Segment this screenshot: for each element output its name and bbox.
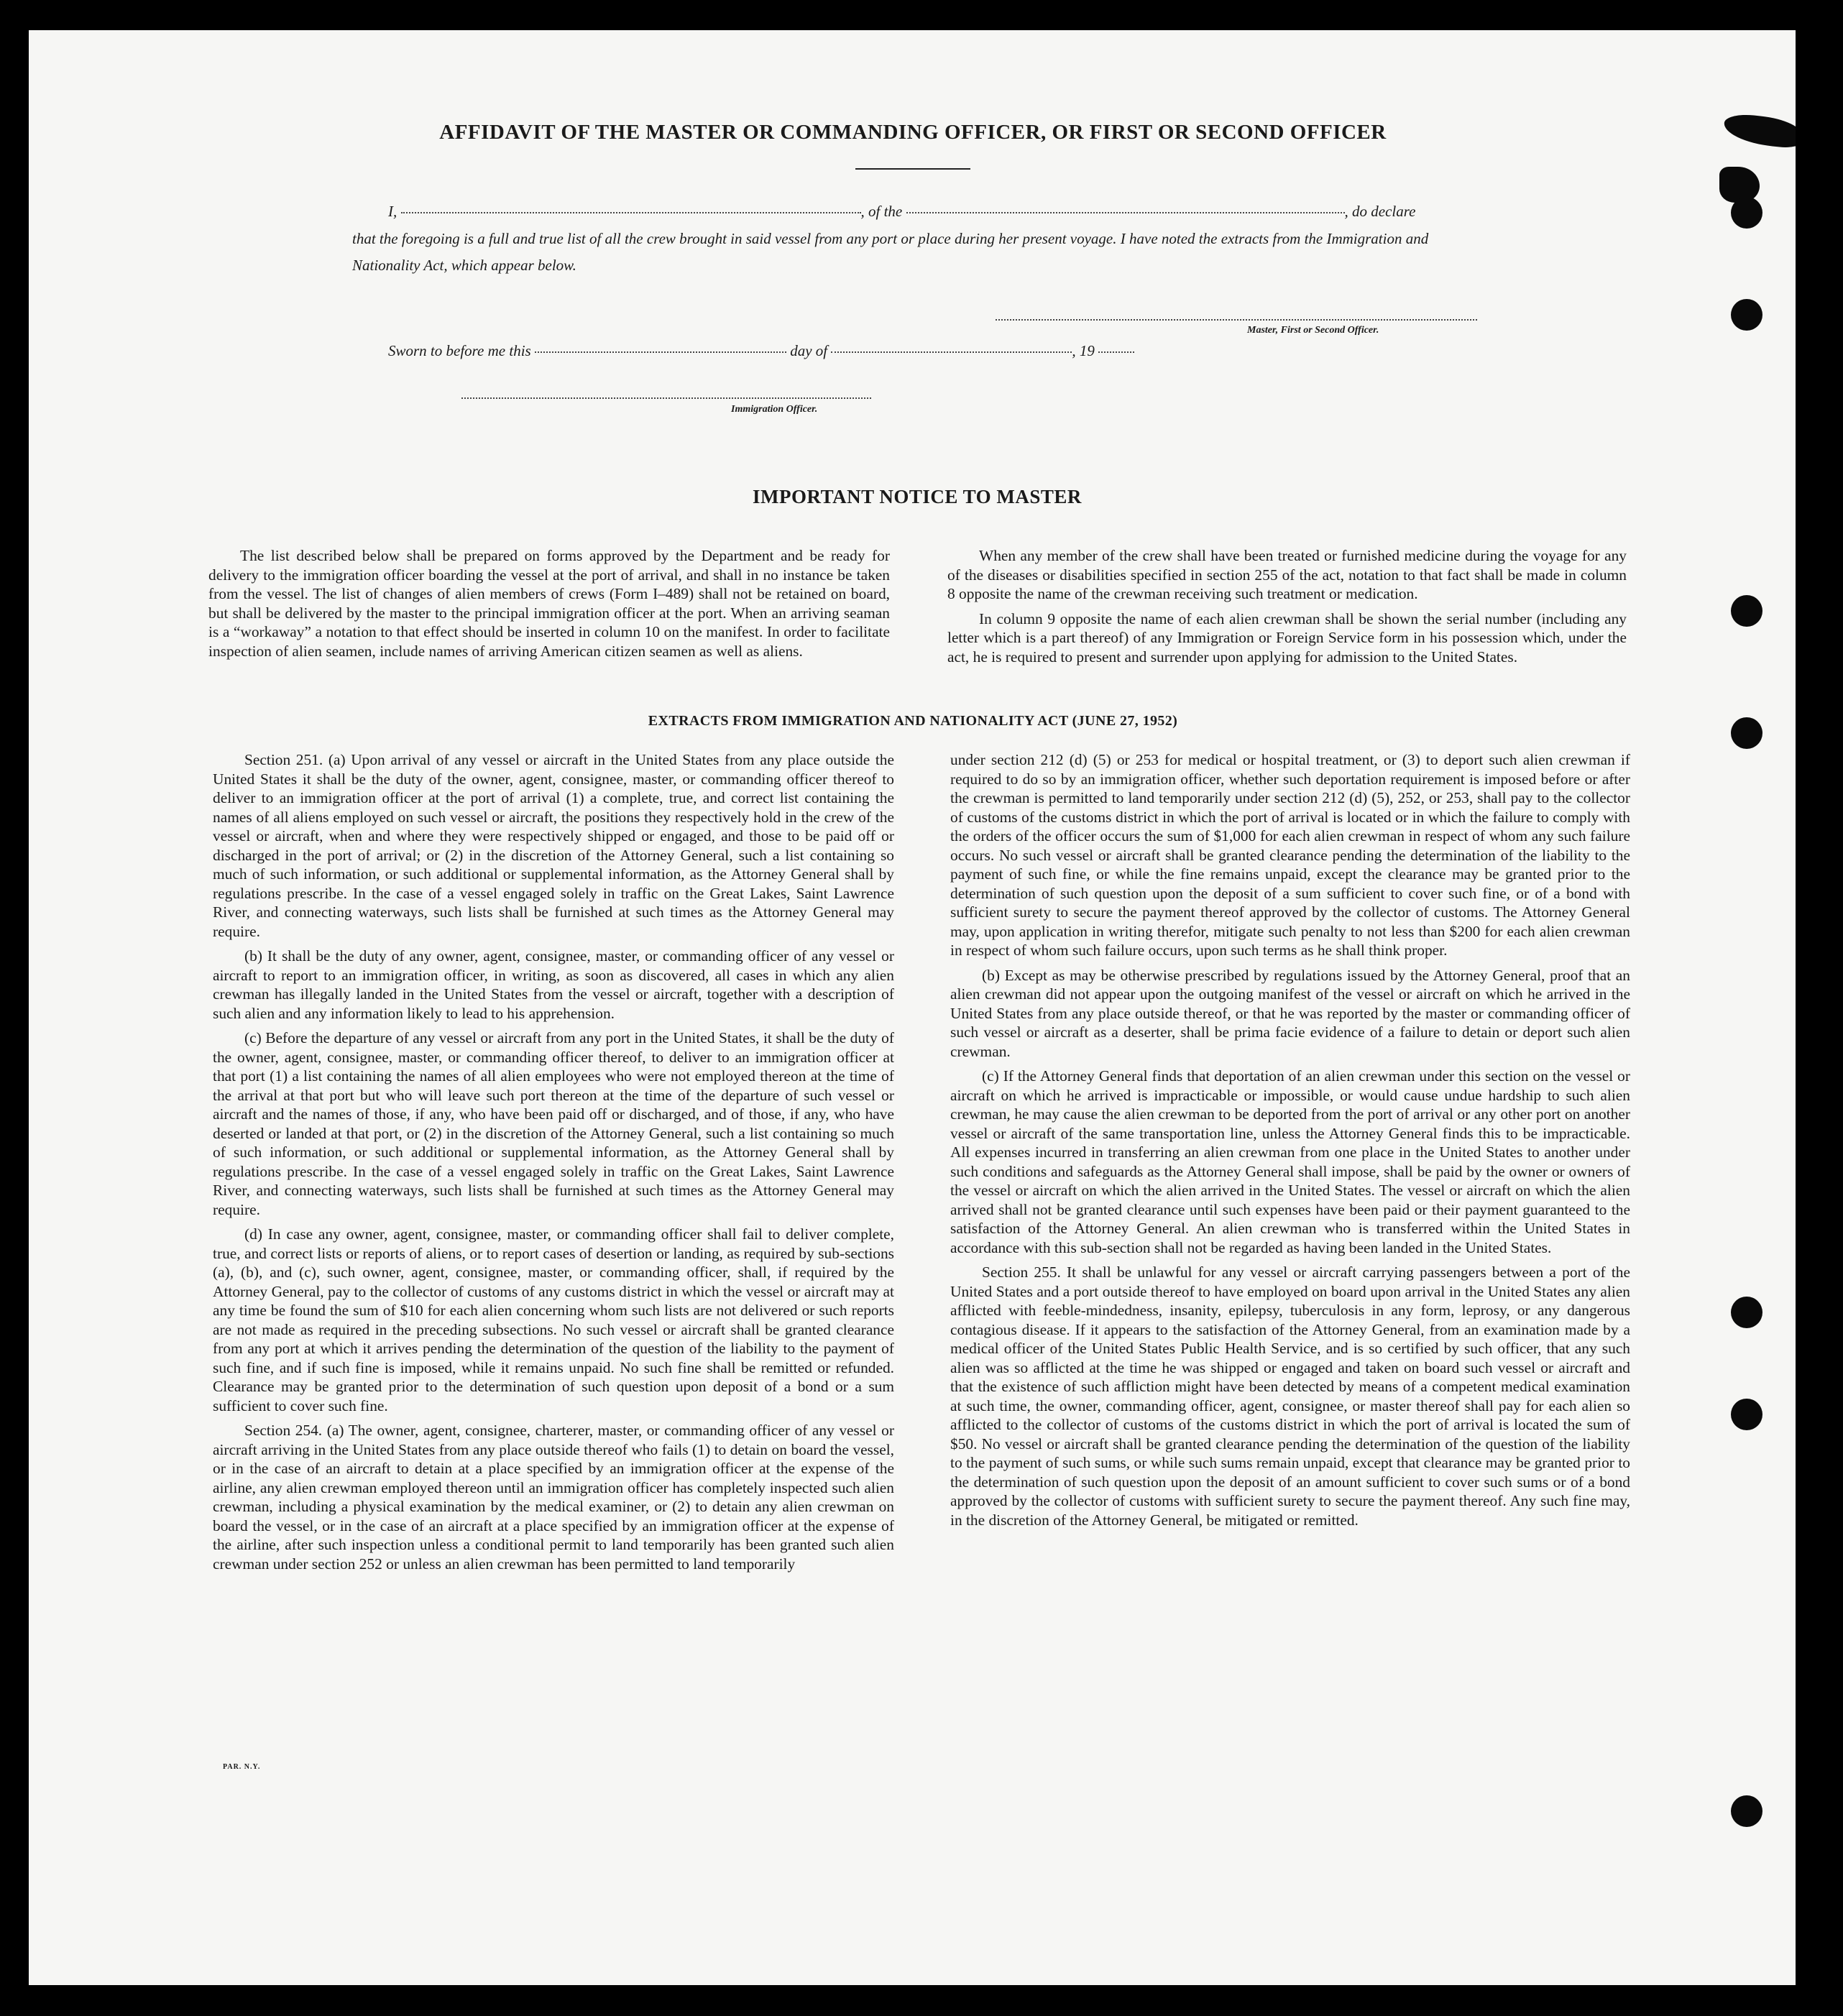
ink-blot	[1719, 167, 1760, 203]
extracts-title: EXTRACTS FROM IMMIGRATION AND NATIONALITY ACT (JUNE 27, 1952)	[648, 713, 1178, 729]
notice-paragraph: In column 9 opposite the name of each alien crewman shall be shown the serial number (including any letter which is a part thereof) of any Immigration or Foreign Service form in his possession which, under the act, he is required to present and surrender upon applying for admission to the United States.	[947, 609, 1627, 666]
sworn-label: Sworn to before me this	[388, 342, 531, 359]
extract-paragraph: Section 251. (a) Upon arrival of any vessel or aircraft in the United States from any place outside the United States it shall be the duty of the owner, agent, consignee, master, or commanding officer thereof to deliver to an immigration officer at the port of arrival (1) a complete, true, and correct list containing the names of all aliens employed on such vessel or aircraft, the positions they respectively hold in the crew of the vessel or aircraft, when and where they were respectively shipped or engaged, and those to be paid off or discharged in the port of arrival; or (2) in the discretion of the Attorney General, such a list containing so much of such information, or such additional or supplemental information, as the Attorney General shall by regulations prescribe. In the case of a vessel engaged solely in traffic on the Great Lakes, Saint Lawrence River, and connecting waterways, such lists shall be furnished at such times as the Attorney General may require.	[213, 751, 894, 940]
notice-title: IMPORTANT NOTICE TO MASTER	[753, 486, 1082, 507]
extract-paragraph: (c) If the Attorney General finds that deportation of an alien crewman under this section on the vessel or aircraft on which he arrived is impracticable or impossible, or would cause undue hardship to such alien crewman, he may cause the alien crewman to be deported from the port of arrival or any other port on another vessel or aircraft of the same transportation line, unless the Attorney General finds this to be impracticable. All expenses incurred in transferring an alien crewman from one place in the United States to another under such conditions and safeguards as the Attorney General shall impose, shall be paid by the owner or owners of the vessel or aircraft on which the alien arrived in the United States. The vessel or aircraft on which the alien arrived shall not be granted clearance until such expenses have been paid or their payment guaranteed to the satisfaction of the Attorney General. An alien crewman who is transferred within the United States in accordance with this sub-section shall not be regarded as having been landed in the United States.	[950, 1067, 1630, 1256]
punch-hole	[1731, 299, 1762, 331]
of-the-label: , of the	[860, 203, 903, 220]
sworn-year-field[interactable]	[1098, 351, 1134, 353]
master-signature-line[interactable]	[996, 319, 1477, 321]
sworn-month-field[interactable]	[831, 351, 1072, 353]
do-declare-label: , do declare	[1344, 203, 1416, 220]
sworn-line	[388, 342, 1134, 360]
notice-paragraph: When any member of the crew shall have been treated or furnished medicine during the voyage for any of the diseases or disabilities specified in section 255 of the act, notation to that fact shall be made in column 8 opposite the name of the crewman receiving such treatment or medication.	[947, 547, 1627, 602]
declaration-line	[388, 198, 1481, 225]
declarant-name-field[interactable]	[401, 211, 861, 213]
declaration-text: that the foregoing is a full and true list of all the crew brought in said vessel from any port or place during her present voyage. I have noted the extracts from the Immigration and Nationality Act, which appear below.	[352, 230, 1429, 274]
affidavit-title: AFFIDAVIT OF THE MASTER OR COMMANDING OFFICER, OR FIRST OR SECOND OFFICER	[439, 121, 1387, 144]
extract-paragraph: (b) It shall be the duty of any owner, agent, consignee, master, or commanding officer of any vessel or aircraft to report to an immigration officer, in writing, as soon as discovered, all cases in which any alien crewman has illegally landed in the United States from the vessel or aircraft, together with a description of such alien and any information likely to lead to his apprehension.	[213, 947, 894, 1022]
extracts-right-column	[950, 750, 1630, 1535]
punch-hole	[1731, 1399, 1762, 1430]
notice-paragraph: The list described below shall be prepared on forms approved by the Department and be ready for delivery to the immigration officer boarding the vessel at the port of arrival, and shall in no instance be taken from the vessel. The list of changes of alien members of crews (Form I–489) shall not be retained on board, but shall be delivered by the master to the principal immigration officer at the port. When an arriving seaman is a “workaway” a notation to that effect should be inserted in column 10 on the manifest. In order to facilitate inspection of alien seamen, include names of arriving American citizen seamen as well as aliens.	[208, 547, 890, 660]
day-of-label: day of	[790, 342, 828, 359]
punch-hole	[1731, 1297, 1762, 1328]
notice-right-column	[947, 546, 1627, 672]
punch-hole	[1731, 1795, 1762, 1827]
extract-paragraph: under section 212 (d) (5) or 253 for medical or hospital treatment, or (3) to deport such alien crewman if required to do so by an immigration officer, whether such deportation requirement is imposed before or after the crewman is permitted to land temporarily under section 212 (d) (5), 252, or 253, shall pay to the collector of customs of the customs district in which the port of arrival is located or in which the failure to comply with the orders of the officer occurs the sum of $1,000 for each alien crewman in respect of whom any such failure occurs. No such vessel or aircraft shall be granted clearance pending the determination of the liability to the payment of such fine, or while the fine remains unpaid, except the clearance may be granted prior to the determination of such question upon the deposit of a sum sufficient to cover such fine, or of a bond with sufficient surety to secure the payment thereof approved by the collector of customs. The Attorney General may, upon application in writing therefor, mitigate such penalty to not less than $200 for each alien crewman in respect of whom such failure occurs, upon such terms as he shall think proper.	[950, 751, 1630, 959]
extract-paragraph: (c) Before the departure of any vessel or aircraft from any port in the United States, it shall be the duty of the owner, agent, consignee, master, or commanding officer thereof, to deliver to an immigration officer at that port (1) a list containing the names of all alien employees who were not employed thereon at the time of the arrival at that port but who will leave such port thereon at the time of the departure of such vessel or aircraft and the names of those, if any, who have been paid off or discharged, and of those, if any, who have deserted or landed at that port, or (2) in the discretion of the Attorney General, such a list containing so much of such information, or such additional or supplemental information, as the Attorney General shall by regulations prescribe. In the case of a vessel engaged solely in traffic on the Great Lakes, Saint Lawrence River, and connecting waterways, such lists shall be furnished at such times as the Attorney General may require.	[213, 1029, 894, 1218]
extract-paragraph: Section 254. (a) The owner, agent, consignee, charterer, master, or commanding officer of any vessel or aircraft arriving in the United States from any place outside thereof who fails (1) to detain on board the vessel, or in the case of an aircraft to detain at a place specified by an immigration officer at the expense of the airline, any alien crewman employed thereon until an immigration officer has completely inspected such alien crewman, including a physical examination by the medical examiner, or (2) to detain any alien crewman on board the vessel, or in the case of an aircraft at a place specified by an immigration officer at the expense of the airline, after such inspection unless a conditional permit to land temporarily has been granted such alien crewman under section 252 or unless an alien crewman has been permitted to land temporarily	[213, 1422, 894, 1573]
year-label: , 19	[1072, 342, 1095, 359]
punch-hole	[1731, 595, 1762, 627]
immigration-officer-signature-line[interactable]	[461, 397, 871, 399]
printer-mark: PAR. N.Y.	[223, 1763, 261, 1771]
punch-hole	[1731, 197, 1762, 229]
master-signature-label: Master, First or Second Officer.	[1247, 325, 1379, 336]
title-rule	[855, 168, 970, 170]
extract-paragraph: (b) Except as may be otherwise prescribed by regulations issued by the Attorney General, proof that an alien crewman did not appear upon the outgoing manifest of the vessel or aircraft on which he arrived in the United States from any place outside thereof, or that he was reported by the master or commanding officer of such vessel or aircraft as a deserter, shall be prima facie evidence of a failure to detain or deport such alien crewman.	[950, 966, 1630, 1060]
extract-paragraph: Section 255. It shall be unlawful for any vessel or aircraft carrying passengers between a port of the United States and a port outside thereof to have employed on board upon arrival in the United States any alien afflicted with feeble-mindedness, insanity, epilepsy, tuberculosis in any form, leprosy, or any dangerous contagious disease. If it appears to the satisfaction of the Attorney General, from an examination made by a medical officer of the United States Public Health Service, and is so certified by such officer, that any such alien was so afflicted at the time he was shipped or engaged and taken on board such vessel or aircraft and that the existence of such affliction might have been detected by means of a competent medical examination at such time, the owner, commanding officer, agent, consignee, or master thereof shall pay for each alien so afflicted to the collector of customs of the customs district in which the port of arrival is located the sum of $50. No vessel or aircraft shall be granted clearance pending the determination of the question of the liability to the payment of such sums, or while such sums remain unpaid, except that clearance may be granted prior to the determination of such question upon the deposit of an amount sufficient to cover such sums or of a bond approved by the collector of customs with sufficient surety to secure the payment thereof. Any such fine may, in the discretion of the Attorney General, be mitigated or remitted.	[950, 1264, 1630, 1529]
extracts-left-column	[213, 750, 894, 1579]
i-label: I,	[388, 203, 397, 220]
immigration-officer-label: Immigration Officer.	[731, 404, 818, 415]
extract-paragraph: (d) In case any owner, agent, consignee, master, or commanding officer shall fail to deliver complete, true, and correct lists or reports of aliens, or to report cases of desertion or landing, as required by sub-sections (a), (b), and (c), such owner, agent, consignee, master, or commanding officer, shall, if required by the Attorney General, pay to the collector of customs of any customs district in which the vessel or aircraft may at any time be found the sum of $10 for each alien concerning whom such lists are not delivered or such reports are not made as required in the preceding subsections. No such vessel or aircraft shall be granted clearance from any port at which it arrives pending the determination of the question of the liability to the payment of such fine, and if such fine is imposed, while it remains unpaid. No such fine shall be remitted or refunded. Clearance may be granted prior to the determination of such question upon deposit of a bond or a sum sufficient to cover such fine.	[213, 1225, 894, 1414]
sworn-day-field[interactable]	[535, 351, 786, 353]
vessel-name-field[interactable]	[906, 211, 1345, 213]
notice-left-column	[208, 546, 890, 666]
